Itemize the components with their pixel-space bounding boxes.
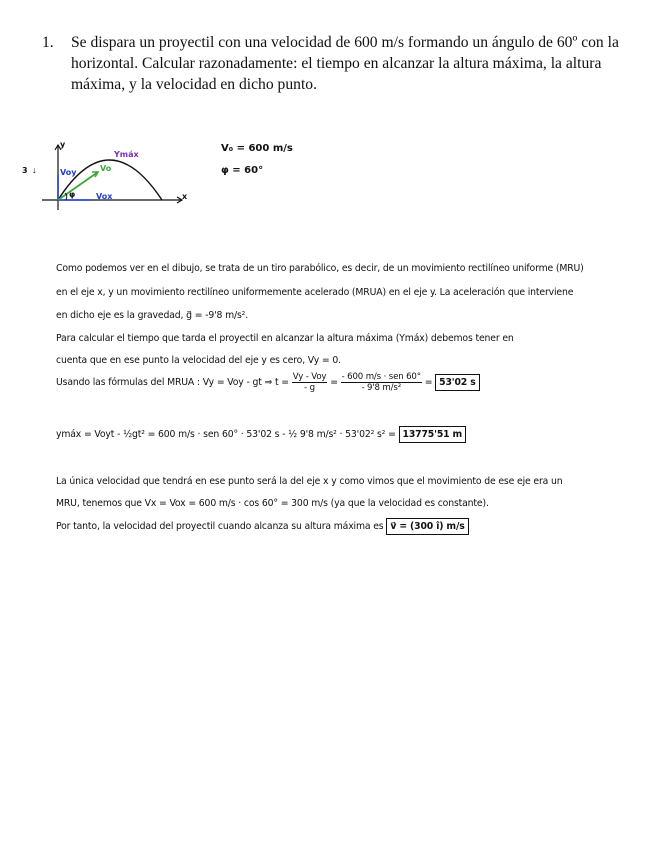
- time-result-box: 53'02 s: [435, 374, 479, 391]
- problem-text: Se dispara un proyectil con una velocidad de 600 m/s formando un ángulo de 60º con la horizontal. Calcular razonadamente: el tiempo en alcanzar la altura máxima, la altura máxima, y la velocidad en dicho punto.: [71, 34, 619, 93]
- fraction-2-numerator: - 600 m/s · sen 60°: [341, 372, 421, 382]
- problem-statement: [42, 32, 630, 95]
- x-axis-label: x: [182, 192, 188, 201]
- trajectory-diagram: [22, 140, 202, 220]
- final-velocity-text: Por tanto, la velocidad del proyectil cuando alcanza su altura máxima es: [56, 521, 384, 532]
- problem-number: 1.: [42, 34, 54, 51]
- equals-2: =: [424, 377, 433, 388]
- solution-line-5: cuenta que en ese punto la velocidad del eje y es cero, Vy = 0.: [56, 355, 341, 366]
- fraction-1-numerator: Vy - Voy: [292, 372, 327, 382]
- fraction-2-denominator: - 9'8 m/s²: [361, 383, 402, 393]
- vox-label: Vox: [96, 192, 113, 201]
- solution-line-4: Para calcular el tiempo que tarda el proyectil en alcanzar la altura máxima (Ymáx) debemos tener en: [56, 333, 514, 344]
- ymax-expression: ymáx = Voyt - ½gt² = 600 m/s · sen 60° · 53'02 s - ½ 9'8 m/s² · 53'02² s² =: [56, 429, 396, 440]
- time-formula-line: [56, 372, 480, 393]
- trajectory-svg: [22, 140, 202, 220]
- given-angle: φ = 60°: [221, 165, 264, 176]
- fraction-1: [292, 372, 328, 393]
- ymax-result-box: 13775'51 m: [399, 426, 467, 443]
- given-v0: V₀ = 600 m/s: [221, 143, 293, 154]
- fraction-1-denominator: - g: [304, 383, 315, 393]
- ymax-formula-line: [56, 426, 466, 443]
- solution-line-3: en dicho eje es la gravedad, g⃗ = -9'8 m/s².: [56, 310, 249, 321]
- velocity-result-box: v⃗ = (300 î) m/s: [386, 518, 468, 535]
- down-arrow-icon: ↓: [32, 165, 37, 175]
- left-annotation: 3: [22, 166, 28, 175]
- vo-label: Vo: [100, 164, 112, 173]
- solution-line-1: Como podemos ver en el dibujo, se trata de un tiro parabólico, es decir, de un movimiento rectilíneo uniforme (MRU): [56, 263, 584, 274]
- solution-line-2: en el eje x, y un movimiento rectilíneo uniformemente acelerado (MRUA) en el eje y. La aceleración que interviene: [56, 287, 574, 298]
- equals-1: =: [330, 377, 338, 388]
- time-formula-prefix: Usando las fórmulas del MRUA : Vy = Voy - gt ⇒ t =: [56, 377, 289, 388]
- fraction-2: [341, 372, 422, 393]
- y-axis-label: y: [60, 140, 66, 149]
- solution-line-6: La única velocidad que tendrá en ese punto será la del eje x y como vimos que el movimiento de ese eje era un: [56, 476, 563, 487]
- voy-label: Voy: [60, 168, 77, 177]
- final-velocity-line: [56, 518, 469, 535]
- ymax-label: Ymáx: [114, 150, 139, 159]
- angle-label: φ: [69, 190, 76, 199]
- solution-line-7: MRU, tenemos que Vx = Vox = 600 m/s · cos 60° = 300 m/s (ya que la velocidad es constante).: [56, 498, 489, 509]
